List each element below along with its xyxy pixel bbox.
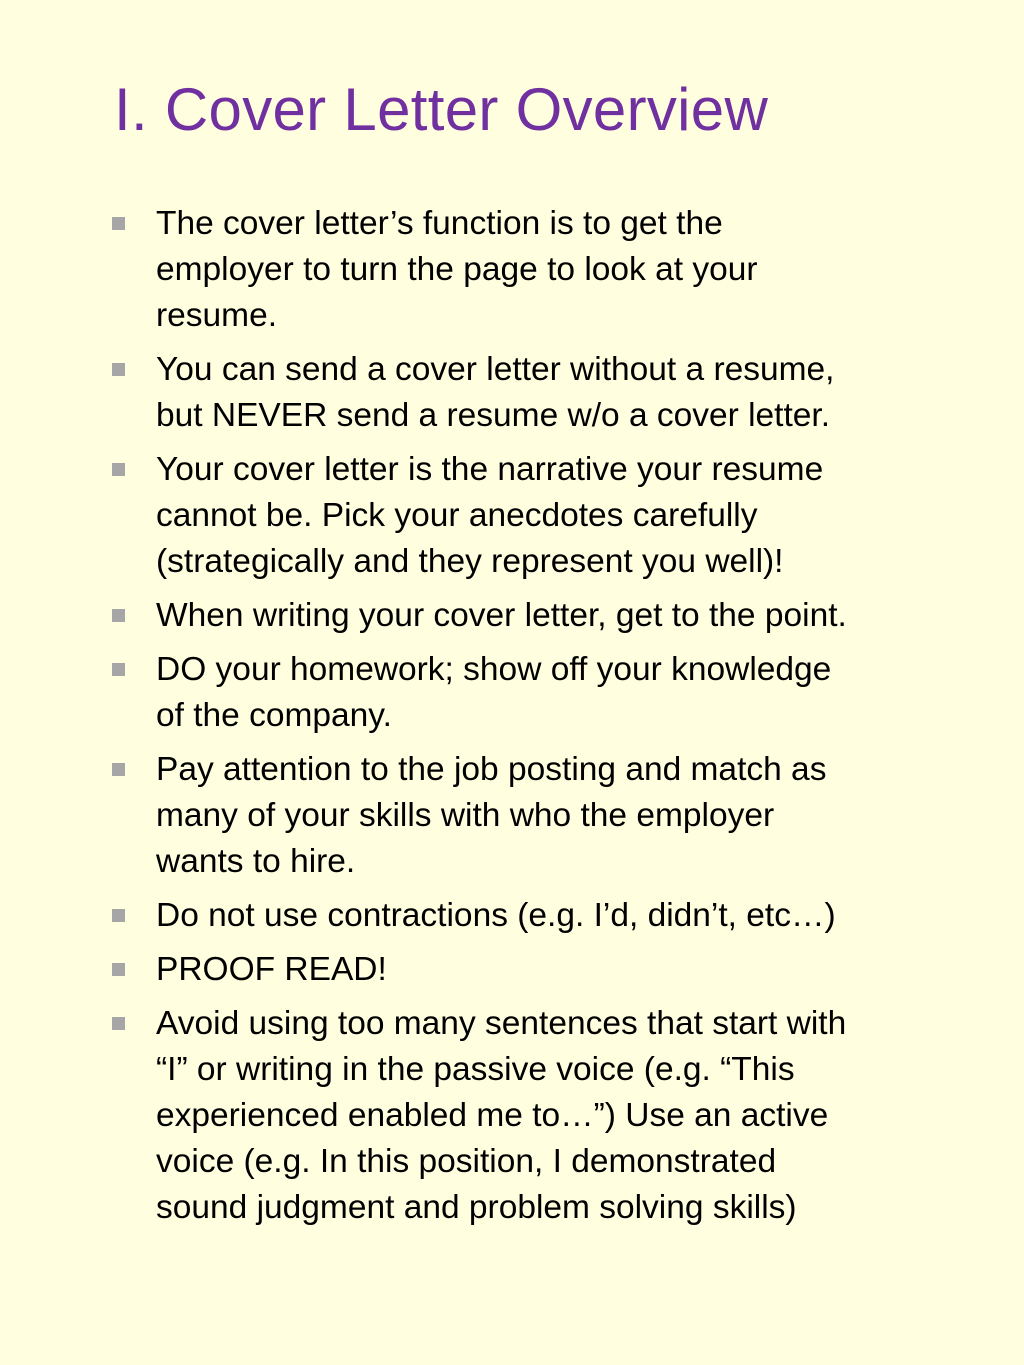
bullet-text: Avoid using too many sentences that start with “I” or writing in the passive voice (e.g. “This experienced enabled me to…”) Use an active voice (e.g. In this position, I demonstrated sound judgment and problem solving skills) [156,1005,847,1226]
bullet-item [110,747,950,885]
bullet-text: DO your homework; show off your knowledge of the company. [156,651,832,734]
square-bullet-icon [112,1017,125,1030]
bullet-text: The cover letter’s function is to get the employer to turn the page to look at your resume. [156,205,758,334]
slide-title: I. Cover Letter Overview [114,76,769,143]
square-bullet-icon [112,363,125,376]
bullet-item [110,947,950,993]
bullet-item [110,893,950,939]
bullet-text: Your cover letter is the narrative your resume cannot be. Pick your anecdotes carefully (strategically and they represent you well)! [156,451,824,580]
square-bullet-icon [112,909,125,922]
bullet-item [110,593,950,639]
square-bullet-icon [112,763,125,776]
bullet-text: Pay attention to the job posting and match as many of your skills with who the employer wants to hire. [156,751,827,880]
bullet-text: PROOF READ! [156,951,387,988]
bullet-text: When writing your cover letter, get to the point. [156,597,847,634]
bullet-item [110,347,950,439]
square-bullet-icon [112,609,125,622]
bullet-item [110,447,950,585]
bullet-item [110,1001,950,1231]
bullet-list [110,201,950,1239]
bullet-text: You can send a cover letter without a resume, but NEVER send a resume w/o a cover letter. [156,351,835,434]
square-bullet-icon [112,663,125,676]
square-bullet-icon [112,217,125,230]
bullet-item [110,647,950,739]
bullet-item [110,201,950,339]
square-bullet-icon [112,463,125,476]
bullet-text: Do not use contractions (e.g. I’d, didn’t, etc…) [156,897,836,934]
square-bullet-icon [112,963,125,976]
